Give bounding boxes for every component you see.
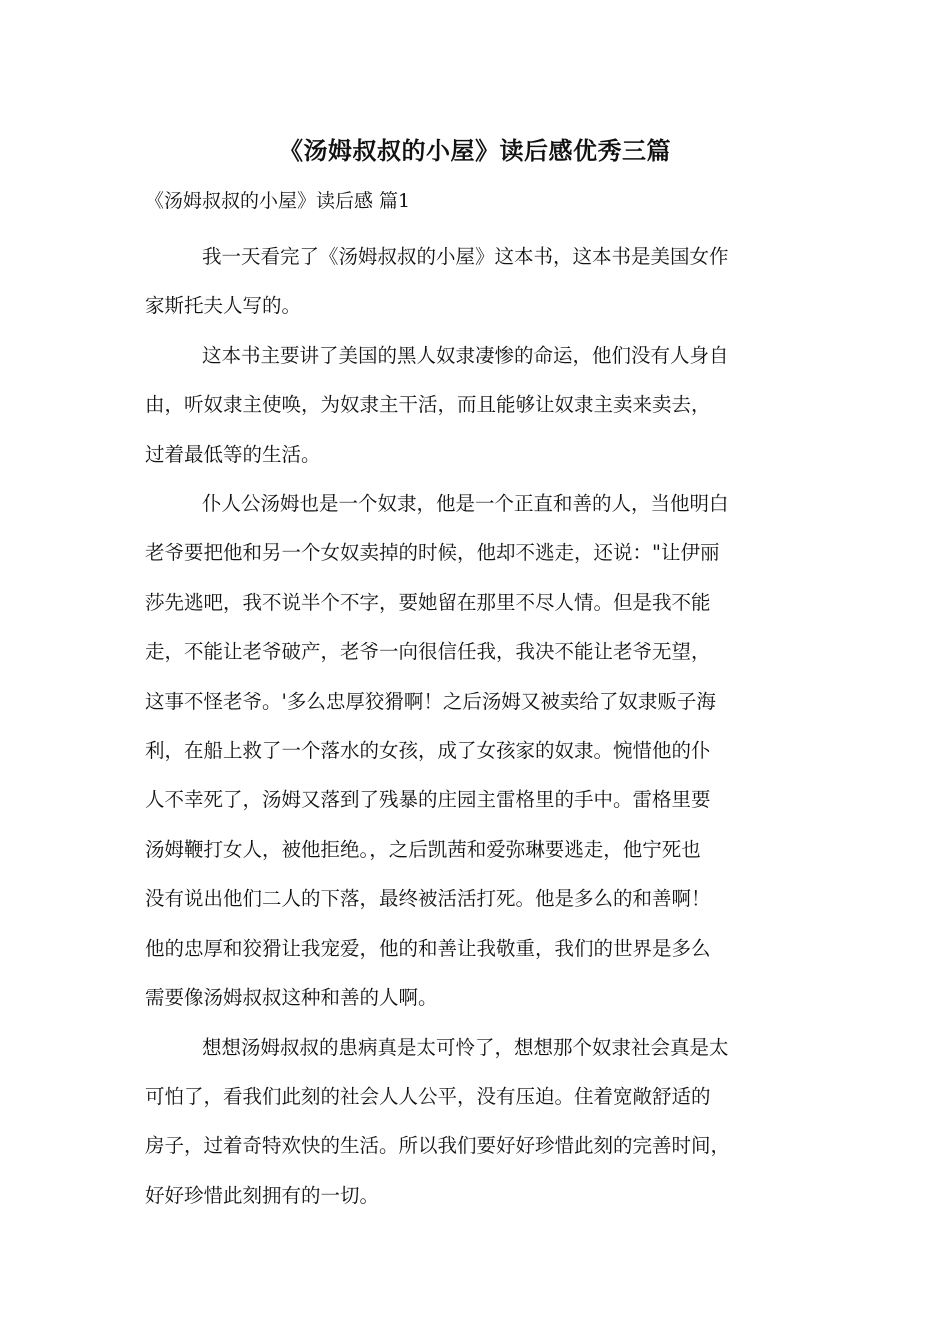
paragraph-line: 好好珍惜此刻拥有的一切。: [145, 1183, 380, 1207]
paragraph-line: 过着最低等的生活。: [145, 442, 321, 466]
paragraph: [145, 331, 805, 479]
paragraph-line: 没有说出他们二人的下落，最终被活活打死。他是多么的和善啊！: [145, 887, 711, 911]
paragraph: [145, 1023, 805, 1221]
paragraph-line: 走，不能让老爷破产，老爷一向很信任我，我决不能让老爷无望，: [145, 640, 711, 664]
paragraph: [145, 232, 805, 331]
paragraph-line: 这本书主要讲了美国的黑人奴隶凄惨的命运，他们没有人身自: [202, 343, 729, 367]
document-title: 《汤姆叔叔的小屋》读后感优秀三篇: [279, 136, 671, 165]
paragraph-line: 汤姆鞭打女人，被他拒绝。，之后凯茜和爱弥琳要逃走，他宁死也: [145, 837, 701, 861]
section-heading: 《汤姆叔叔的小屋》读后感 篇1: [145, 190, 411, 212]
paragraph-line: 家斯托夫人写的。: [145, 294, 302, 318]
paragraph-line: 由，听奴隶主使唤，为奴隶主干活，而且能够让奴隶主卖来卖去，: [145, 393, 711, 417]
paragraph-line: 仆人公汤姆也是一个奴隶，他是一个正直和善的人，当他明白: [202, 492, 729, 516]
paragraph-line: 房子，过着奇特欢快的生活。所以我们要好好珍惜此刻的完善时间，: [145, 1134, 731, 1158]
paragraph-line: 人不幸死了，汤姆又落到了残暴的庄园主雷格里的手中。雷格里要: [145, 788, 711, 812]
paragraph-line: 莎先逃吧，我不说半个不字，要她留在那里不尽人情。但是我不能: [145, 590, 711, 614]
paragraph-line: 可怕了，看我们此刻的社会人人公平，没有压迫。住着宽敞舒适的: [145, 1084, 711, 1108]
paragraph-line: 需要像汤姆叔叔这种和善的人啊。: [145, 986, 438, 1010]
paragraph-line: 他的忠厚和狡猾让我宠爱，他的和善让我敬重，我们的世界是多么: [145, 936, 711, 960]
paragraph-line: 这事不怪老爷。'多么忠厚狡猾啊！之后汤姆又被卖给了奴隶贩子海: [145, 689, 716, 713]
paragraph-line: 利，在船上救了一个落水的女孩，成了女孩家的奴隶。惋惜他的仆: [145, 739, 711, 763]
document-body: [145, 232, 805, 1220]
paragraph-line: 想想汤姆叔叔的患病真是太可怜了，想想那个奴隶社会真是太: [202, 1035, 729, 1059]
paragraph: [145, 479, 805, 1022]
paragraph-line: 老爷要把他和另一个女奴卖掉的时候，他却不逃走，还说："让伊丽: [145, 541, 720, 565]
paragraph-line: 我一天看完了《汤姆叔叔的小屋》这本书，这本书是美国女作: [202, 245, 729, 268]
